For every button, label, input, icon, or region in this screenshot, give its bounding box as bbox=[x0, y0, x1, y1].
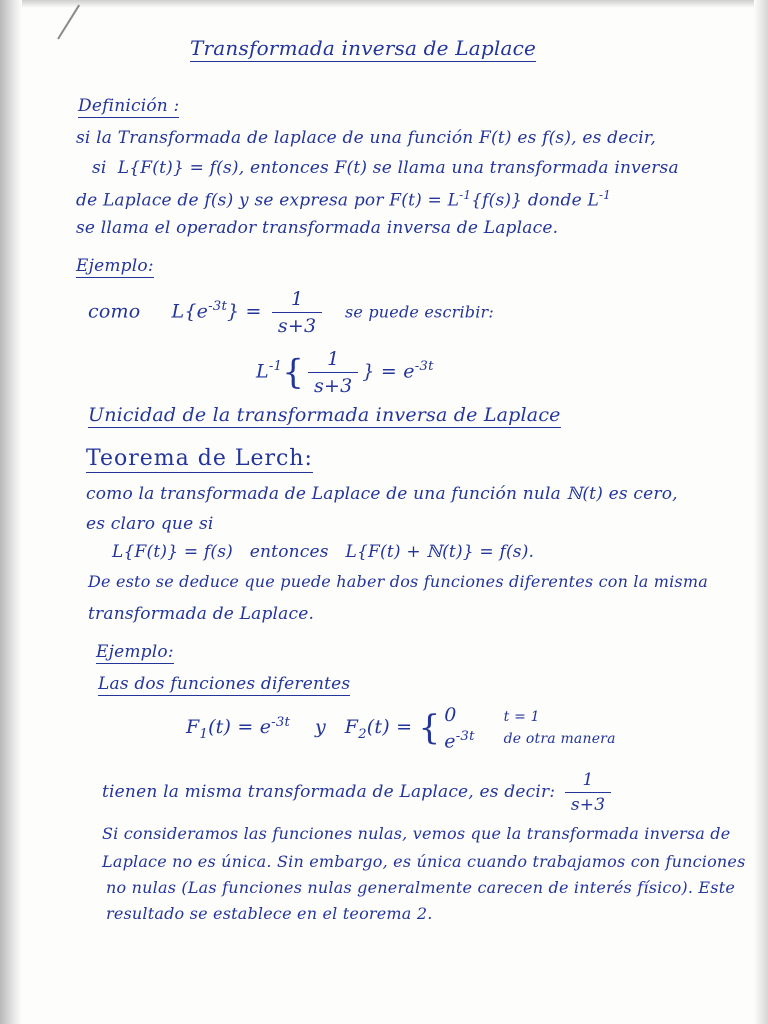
unicidad-heading bbox=[88, 404, 561, 426]
ejemplo1-lhs: L{e bbox=[171, 300, 209, 323]
ejemplo2-fraction bbox=[565, 770, 611, 815]
page-top-edge bbox=[0, 0, 768, 8]
ejemplo1-inverse: $L^{-1}${ $\frac{1}{s+3}$ } = $e^{-3t}$ bbox=[256, 348, 434, 397]
ejemplo2-tienen-text: tienen la misma transformada de Laplace, es decir: bbox=[102, 782, 556, 802]
teorema-rhs: L{F(t) + ℕ(t)} = f(s). bbox=[345, 542, 535, 562]
ejemplo1-heading-text: Ejemplo: bbox=[76, 256, 154, 276]
definicion-line-2 bbox=[92, 158, 679, 178]
teorema-heading-text: Teorema de Lerch: bbox=[86, 446, 313, 471]
ejemplo1-equation bbox=[88, 288, 494, 337]
f2-case2-value: e bbox=[444, 730, 456, 753]
f2-case2-condition: de otra manera bbox=[503, 731, 616, 748]
teorema-line-5: transformada de Laplace. bbox=[88, 604, 315, 624]
teorema-entonces: entonces bbox=[249, 542, 329, 562]
ejemplo1-heading bbox=[76, 256, 154, 276]
ejemplo2-denominator: s+3 bbox=[565, 792, 611, 815]
page-left-edge bbox=[0, 0, 22, 1024]
page-title-text: Transformada inversa de Laplace bbox=[190, 36, 537, 60]
teorema-line-1: como la transformada de Laplace de una función nula ℕ(t) es cero, bbox=[86, 484, 678, 504]
definicion-line-3-text: de Laplace de f(s) y se expresa por F(t) = bbox=[76, 190, 443, 211]
ejemplo2-functions: $F_1(t) = e^{-3t}$ y $F_2(t)$ = { 0 $e^{-3t}$ t = 1 de otra manera bbox=[186, 704, 616, 753]
ejemplo1-inverse-denominator: s+3 bbox=[308, 372, 358, 397]
conclusion-line-4: resultado se establece en el teorema 2. bbox=[106, 904, 433, 923]
conclusion-line-2: Laplace no es única. Sin embargo, es única cuando trabajamos con funciones bbox=[102, 852, 746, 871]
definicion-line-3: de Laplace de f(s) y se expresa por $F(t) = L^{-1}\{f(s)\}$ donde $L^{-1}$ bbox=[76, 188, 611, 211]
ejemplo1-inverse-L: L bbox=[256, 360, 269, 383]
f1-symbol: F bbox=[186, 716, 200, 739]
f1-subscript: 1 bbox=[199, 726, 209, 742]
inverse-operator-symbol: L bbox=[587, 190, 599, 211]
ejemplo1-denominator: s+3 bbox=[272, 312, 322, 337]
f2-rhs: (t) = bbox=[366, 716, 413, 739]
inverse-laplace-symbol: L bbox=[447, 190, 460, 211]
f1-rhs: (t) = e bbox=[208, 716, 272, 739]
ejemplo2-line-1-text: Las dos funciones diferentes bbox=[98, 674, 351, 694]
teorema-line-2: es claro que si bbox=[86, 514, 214, 534]
f2-symbol: F bbox=[344, 716, 359, 739]
ejemplo2-y: y bbox=[315, 716, 326, 739]
ejemplo1-inverse-exponent: -3t bbox=[414, 359, 434, 375]
definicion-line-4: se llama el operador transformada inversa de Laplace. bbox=[76, 218, 559, 238]
ejemplo2-heading bbox=[96, 642, 174, 662]
page-right-edge bbox=[754, 0, 768, 1024]
ejemplo1-inverse-numerator: 1 bbox=[327, 348, 340, 370]
definicion-heading bbox=[78, 96, 179, 116]
ejemplo2-line-1 bbox=[98, 674, 350, 694]
ejemplo2-heading-text: Ejemplo: bbox=[96, 642, 174, 662]
f2-case2-exponent: -3t bbox=[455, 729, 475, 744]
teorema-lhs: L{F(t)} = f(s) bbox=[112, 542, 233, 562]
teorema-line-3 bbox=[112, 542, 534, 562]
teorema-heading bbox=[86, 446, 313, 471]
f2-case1-value: 0 bbox=[444, 704, 457, 726]
f2-cases bbox=[444, 704, 474, 752]
unicidad-heading-text: Unicidad de la transformada inversa de Laplace bbox=[88, 404, 561, 426]
definicion-line-2-text: entonces F(t) se llama una transformada inversa bbox=[249, 158, 679, 178]
conclusion-line-3: no nulas (Las funciones nulas generalmente carecen de interés físico). Este bbox=[106, 878, 736, 897]
definicion-line-1: si la Transformada de laplace de una función F(t) es f(s), es decir, bbox=[76, 128, 656, 148]
definicion-si: si bbox=[92, 158, 107, 178]
ejemplo1-numerator: 1 bbox=[290, 288, 304, 310]
ejemplo1-lhs-close: } = bbox=[227, 300, 262, 323]
definicion-heading-text: Definición : bbox=[78, 96, 180, 116]
definicion-line-3-rest: {f(s)} donde bbox=[471, 190, 582, 211]
ejemplo1-como: como bbox=[88, 300, 141, 323]
ejemplo2-numerator: 1 bbox=[582, 770, 594, 790]
f2-conditions bbox=[504, 706, 616, 750]
definicion-laplace-eq: L{F(t)} = f(s), bbox=[117, 158, 245, 178]
conclusion-line-1: Si consideramos las funciones nulas, vemos que la transformada inversa de bbox=[102, 824, 731, 843]
ejemplo1-inverse-rhs: } = e bbox=[362, 360, 415, 383]
ejemplo2-tienen bbox=[102, 770, 615, 815]
f1-exponent: -3t bbox=[271, 714, 291, 730]
f2-case1-condition: t = 1 bbox=[503, 709, 540, 726]
pencil-stroke bbox=[57, 5, 80, 40]
ejemplo1-lhs-exponent: -3t bbox=[208, 299, 228, 315]
f2-subscript: 2 bbox=[358, 726, 367, 742]
ejemplo1-fraction bbox=[272, 288, 322, 337]
teorema-line-4: De esto se deduce que puede haber dos funciones diferentes con la misma bbox=[88, 572, 708, 591]
ejemplo1-tail: se puede escribir: bbox=[345, 302, 494, 322]
page-title bbox=[190, 36, 536, 60]
ejemplo1-inverse-fraction bbox=[308, 348, 358, 397]
